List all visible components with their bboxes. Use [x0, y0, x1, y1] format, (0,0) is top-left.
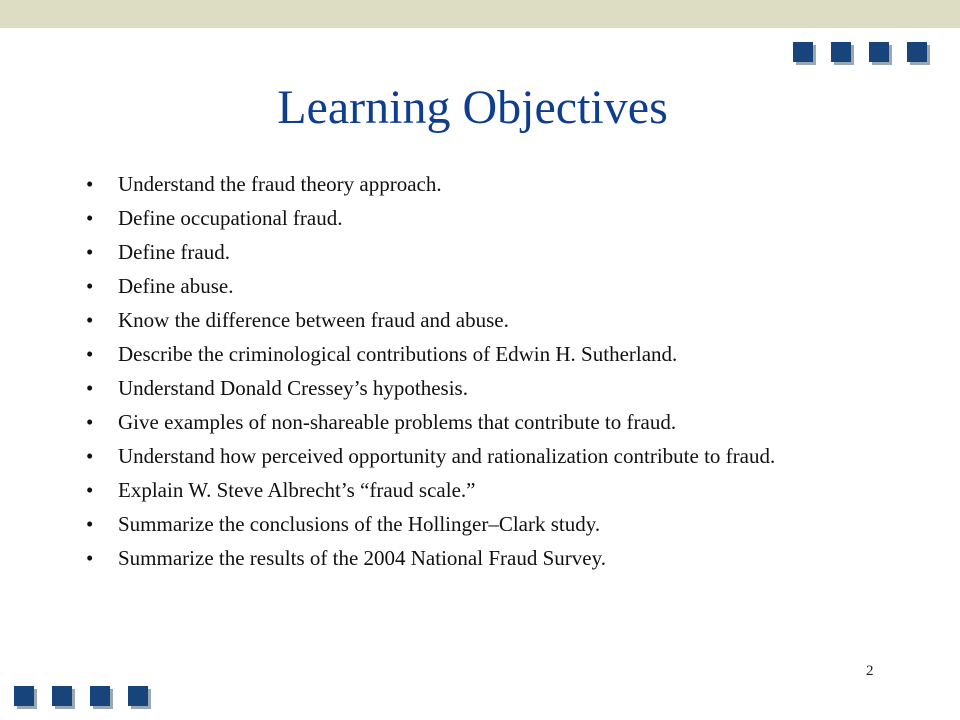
decorative-square — [90, 686, 110, 706]
objective-text: Summarize the conclusions of the Hollinger–Clark study. — [118, 512, 601, 536]
objective-text: Describe the criminological contributions of Edwin H. Sutherland. — [118, 342, 678, 366]
bullet-icon: • — [86, 512, 94, 536]
top-square-decoration — [793, 42, 927, 62]
bullet-icon: • — [86, 308, 94, 332]
objective-item — [84, 342, 904, 367]
objective-item — [84, 240, 904, 265]
bullet-icon: • — [86, 478, 94, 502]
decorative-square — [907, 42, 927, 62]
bullet-icon: • — [86, 546, 94, 570]
objective-item — [84, 444, 904, 469]
decorative-square — [831, 42, 851, 62]
objective-text: Define occupational fraud. — [118, 206, 343, 230]
bullet-icon: • — [86, 444, 94, 468]
objective-item — [84, 512, 904, 537]
bullet-icon: • — [86, 206, 94, 230]
decorative-square — [869, 42, 889, 62]
bullet-icon: • — [86, 172, 94, 196]
objective-item — [84, 206, 904, 231]
objective-item — [84, 274, 904, 299]
objective-text: Understand how perceived opportunity and rationalization contribute to fraud. — [118, 444, 776, 468]
objective-text: Give examples of non-shareable problems that contribute to fraud. — [118, 410, 677, 434]
bottom-square-decoration — [14, 686, 148, 706]
objective-item — [84, 308, 904, 333]
objectives-list — [84, 172, 904, 580]
objective-text: Know the difference between fraud and abuse. — [118, 308, 509, 332]
objective-text: Define abuse. — [118, 274, 234, 298]
objective-text: Understand Donald Cressey’s hypothesis. — [118, 376, 468, 400]
objective-item — [84, 376, 904, 401]
objective-text: Summarize the results of the 2004 National Fraud Survey. — [118, 546, 606, 570]
decorative-square — [52, 686, 72, 706]
decorative-square — [128, 686, 148, 706]
objective-text: Understand the fraud theory approach. — [118, 172, 442, 196]
objective-item — [84, 546, 904, 571]
bullet-icon: • — [86, 274, 94, 298]
objective-item — [84, 410, 904, 435]
slide-title: Learning Objectives — [277, 81, 668, 134]
top-decorative-band — [0, 0, 960, 28]
decorative-square — [793, 42, 813, 62]
bullet-icon: • — [86, 410, 94, 434]
objective-item — [84, 172, 904, 197]
bullet-icon: • — [86, 376, 94, 400]
bullet-icon: • — [86, 342, 94, 366]
bullet-icon: • — [86, 240, 94, 264]
page-number: 2 — [866, 663, 874, 679]
decorative-square — [14, 686, 34, 706]
objective-text: Explain W. Steve Albrecht’s “fraud scale.” — [118, 478, 476, 502]
objective-item — [84, 478, 904, 503]
objective-text: Define fraud. — [118, 240, 230, 264]
